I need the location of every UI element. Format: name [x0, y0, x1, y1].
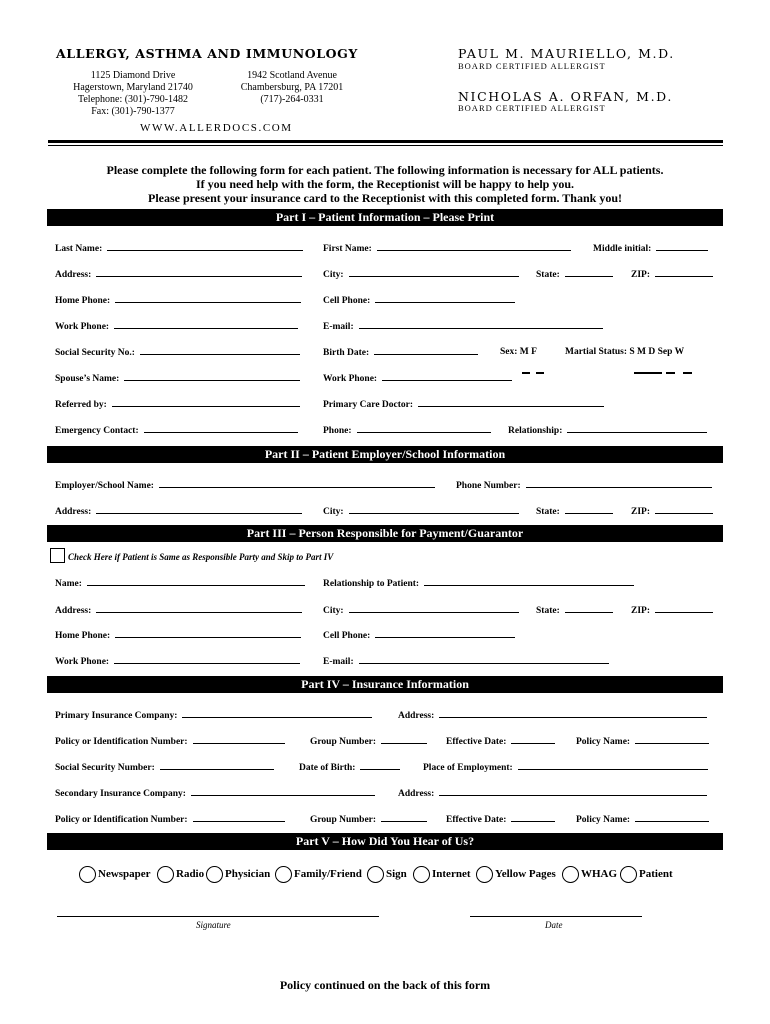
email-field[interactable]: E-mail: [323, 320, 603, 333]
option-patient[interactable]: Patient [620, 866, 673, 883]
option-internet[interactable]: Internet [413, 866, 471, 883]
guarantor-work-phone-field[interactable]: Work Phone: [55, 655, 300, 668]
signature-label: Signature [196, 920, 231, 930]
marital-status-options[interactable]: Martial Status: S M D Sep W [565, 347, 685, 357]
middle-initial-field[interactable]: Middle initial: [593, 242, 708, 255]
signature-line[interactable] [57, 916, 379, 917]
website: WWW.ALLERDOCS.COM [140, 122, 293, 134]
sex-f-mark [536, 372, 544, 374]
radio-circle-icon[interactable] [413, 866, 430, 883]
radio-circle-icon[interactable] [367, 866, 384, 883]
home-phone-field[interactable]: Home Phone: [55, 294, 301, 307]
section-header-part2: Part II – Patient Employer/School Information [47, 446, 723, 463]
office-chambersburg-address: 1942 Scotland Avenue Chambersburg, PA 17201 (717)-264-0331 [240, 70, 344, 105]
doctor-mauriello: PAUL M. MAURIELLO, M.D. [458, 46, 675, 61]
marital-mark-2 [666, 372, 675, 374]
guarantor-zip-field[interactable]: ZIP: [631, 604, 713, 617]
radio-circle-icon[interactable] [79, 866, 96, 883]
effective-date-2-field[interactable]: Effective Date: [446, 813, 555, 826]
section-header-part5: Part V – How Did You Hear of Us? [47, 833, 723, 850]
guarantor-relationship-field[interactable]: Relationship to Patient: [323, 577, 634, 590]
date-label: Date [545, 920, 563, 930]
radio-circle-icon[interactable] [562, 866, 579, 883]
doctor-orfan-title: BOARD CERTIFIED ALLERGIST [458, 103, 606, 113]
primary-care-field[interactable]: Primary Care Doctor: [323, 398, 604, 411]
guarantor-state-field[interactable]: State: [536, 604, 613, 617]
effective-date-field[interactable]: Effective Date: [446, 735, 555, 748]
footer-note: Policy continued on the back of this form [279, 978, 491, 992]
policy-name-2-field[interactable]: Policy Name: [576, 813, 709, 826]
group-number-field[interactable]: Group Number: [310, 735, 427, 748]
office-hagerstown-address: 1125 Diamond Drive Hagerstown, Maryland 21740 Telephone: (301)-790-1482 Fax: (301)-790-1377 [73, 70, 193, 117]
guarantor-email-field[interactable]: E-mail: [323, 655, 609, 668]
section-header-part1: Part I – Patient Information – Please Print [47, 209, 723, 226]
birth-date-field[interactable]: Birth Date: [323, 346, 478, 359]
doctor-mauriello-title: BOARD CERTIFIED ALLERGIST [458, 61, 606, 71]
emergency-contact-field[interactable]: Emergency Contact: [55, 424, 298, 437]
secondary-insurance-address-field[interactable]: Address: [398, 787, 707, 800]
spouse-work-phone-field[interactable]: Work Phone: [323, 372, 512, 385]
policy-id-field[interactable]: Policy or Identification Number: [55, 735, 285, 748]
radio-circle-icon[interactable] [476, 866, 493, 883]
guarantor-address-field[interactable]: Address: [55, 604, 302, 617]
option-family-friend[interactable]: Family/Friend [275, 866, 362, 883]
place-of-employment-field[interactable]: Place of Employment: [423, 761, 708, 774]
guarantor-city-field[interactable]: City: [323, 604, 519, 617]
radio-circle-icon[interactable] [157, 866, 174, 883]
header-rule [48, 140, 723, 143]
employer-zip-field[interactable]: ZIP: [631, 505, 713, 518]
sex-options[interactable]: Sex: M F [500, 347, 537, 357]
option-radio[interactable]: Radio [157, 866, 204, 883]
employer-field[interactable]: Employer/School Name: [55, 479, 435, 492]
option-whag[interactable]: WHAG [562, 866, 617, 883]
option-sign[interactable]: Sign [367, 866, 407, 883]
date-line[interactable] [470, 916, 642, 917]
section-header-part3: Part III – Person Responsible for Payment/Guarantor [47, 525, 723, 542]
radio-circle-icon[interactable] [275, 866, 292, 883]
last-name-field[interactable]: Last Name: [55, 242, 303, 255]
radio-circle-icon[interactable] [206, 866, 223, 883]
policy-name-field[interactable]: Policy Name: [576, 735, 709, 748]
primary-insurance-address-field[interactable]: Address: [398, 709, 707, 722]
marital-mark [634, 372, 662, 374]
same-as-patient-note: Check Here if Patient is Same as Responsible Party and Skip to Part IV [68, 552, 334, 562]
state-field[interactable]: State: [536, 268, 613, 281]
guarantor-home-phone-field[interactable]: Home Phone: [55, 629, 301, 642]
first-name-field[interactable]: First Name: [323, 242, 571, 255]
guarantor-cell-phone-field[interactable]: Cell Phone: [323, 629, 515, 642]
same-as-patient-checkbox[interactable] [50, 548, 65, 563]
emergency-phone-field[interactable]: Phone: [323, 424, 491, 437]
employer-city-field[interactable]: City: [323, 505, 519, 518]
marital-mark-3 [683, 372, 692, 374]
practice-name: ALLERGY, ASTHMA AND IMMUNOLOGY [56, 46, 358, 61]
ssn-field[interactable]: Social Security No.: [55, 346, 300, 359]
policy-id-2-field[interactable]: Policy or Identification Number: [55, 813, 285, 826]
employer-state-field[interactable]: State: [536, 505, 613, 518]
cell-phone-field[interactable]: Cell Phone: [323, 294, 515, 307]
section-header-part4: Part IV – Insurance Information [47, 676, 723, 693]
sex-m-mark [522, 372, 530, 374]
emergency-relationship-field[interactable]: Relationship: [508, 424, 707, 437]
secondary-insurance-field[interactable]: Secondary Insurance Company: [55, 787, 375, 800]
option-yellow-pages[interactable]: Yellow Pages [476, 866, 556, 883]
spouse-name-field[interactable]: Spouse’s Name: [55, 372, 300, 385]
doctor-orfan: NICHOLAS A. ORFAN, M.D. [458, 89, 673, 104]
option-newspaper[interactable]: Newspaper [79, 866, 151, 883]
referred-by-field[interactable]: Referred by: [55, 398, 300, 411]
insured-ssn-field[interactable]: Social Security Number: [55, 761, 274, 774]
address-field[interactable]: Address: [55, 268, 302, 281]
employer-address-field[interactable]: Address: [55, 505, 302, 518]
intro-line-1: Please complete the following form for each patient. The following information is necessary for ALL patients. [106, 163, 664, 177]
guarantor-name-field[interactable]: Name: [55, 577, 305, 590]
header-rule-thin [48, 145, 723, 146]
employer-phone-field[interactable]: Phone Number: [456, 479, 712, 492]
primary-insurance-field[interactable]: Primary Insurance Company: [55, 709, 372, 722]
insured-dob-field[interactable]: Date of Birth: [299, 761, 400, 774]
radio-circle-icon[interactable] [620, 866, 637, 883]
group-number-2-field[interactable]: Group Number: [310, 813, 427, 826]
zip-field[interactable]: ZIP: [631, 268, 713, 281]
intro-line-2: If you need help with the form, the Receptionist will be happy to help you. [195, 177, 575, 191]
work-phone-field[interactable]: Work Phone: [55, 320, 298, 333]
city-field[interactable]: City: [323, 268, 519, 281]
option-physician[interactable]: Physician [206, 866, 270, 883]
intro-line-3: Please present your insurance card to the Receptionist with this completed form. Thank you! [148, 191, 622, 205]
